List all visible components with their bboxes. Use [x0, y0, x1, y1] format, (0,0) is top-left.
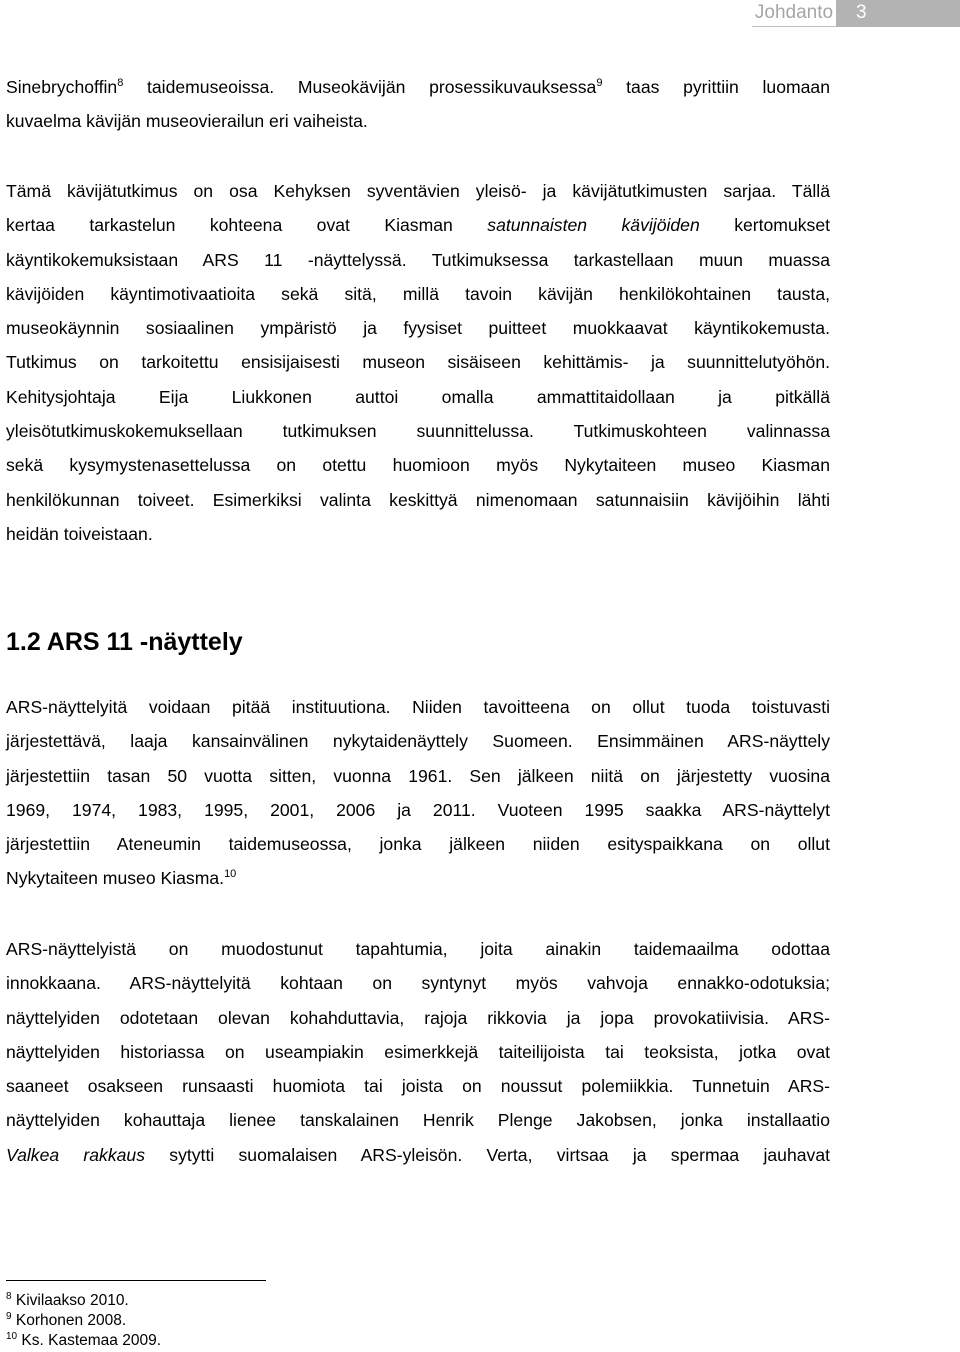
- text-line: saaneet osakseen runsaasti huomiota tai joista on noussut polemiikkia. Tunnetuin ARS-: [6, 1076, 830, 1097]
- paragraph-intro-end: [6, 70, 830, 139]
- text-line: järjestettävä, laaja kansainvälinen nykytaidenäyttely Suomeen. Ensimmäinen ARS-näyttely: [6, 731, 830, 752]
- text-line: 1969, 1974, 1983, 1995, 2001, 2006 ja 2011. Vuoteen 1995 saakka ARS-näyttelyt: [6, 799, 830, 820]
- text: kertaa tarkastelun kohteena ovat Kiasman: [6, 215, 488, 236]
- page-number: 3: [836, 0, 960, 27]
- text: taidemuseoissa. Museokävijän prosessikuvauksessa: [123, 77, 597, 97]
- emphasis: satunnaisten kävijöiden: [487, 215, 700, 236]
- paragraph-study-description: [6, 174, 830, 551]
- text-line: kävijöiden käyntimotivaatioita sekä sitä, millä tavoin kävijän henkilökohtainen tausta,: [6, 283, 830, 304]
- text-line: näyttelyiden kohauttaja lienee tanskalainen Henrik Plenge Jakobsen, jonka installaatio: [6, 1110, 830, 1131]
- page-header: [752, 0, 960, 28]
- footnote-ref: 10: [224, 868, 237, 881]
- text: Nykytaiteen museo Kiasma.: [6, 868, 225, 889]
- text-line: museokäynnin sosiaalinen ympäristö ja fyysiset puitteet muokkaavat käyntikokemusta.: [6, 318, 830, 339]
- text-line: innokkaana. ARS-näyttelyitä kohtaan on syntynyt myös vahvoja ennakko-odotuksia;: [6, 973, 830, 994]
- text-line: yleisötutkimuskokemuksellaan tutkimuksen suunnittelussa. Tutkimuskohteen valinnassa: [6, 421, 830, 442]
- footnote-number: 8: [6, 1291, 12, 1302]
- footnote-ref: 9: [596, 77, 603, 89]
- text-line: Kehitysjohtaja Eija Liukkonen auttoi omalla ammattitaidollaan ja pitkällä: [6, 386, 830, 407]
- text: taas pyrittiin luomaan: [602, 77, 831, 97]
- text: Sinebrychoffin: [6, 77, 118, 97]
- emphasis: Valkea rakkaus: [6, 1144, 146, 1165]
- footnote-number: 10: [6, 1331, 18, 1342]
- text-line: järjestettiin Ateneumin taidemuseossa, jonka jälkeen niiden esityspaikkana on ollut: [6, 834, 830, 855]
- text-line: käyntikokemuksistaan ARS 11 -näyttelyssä. Tutkimuksessa tarkastellaan muun muassa: [6, 249, 830, 270]
- text: kertomukset: [699, 215, 831, 236]
- footnote: [6, 1331, 161, 1351]
- footnote: [6, 1311, 126, 1331]
- text-line: [6, 208, 830, 242]
- footnote-text: Kivilaakso 2010.: [11, 1292, 129, 1309]
- footnote-number: 9: [6, 1311, 12, 1322]
- text-line: ARS-näyttelyitä voidaan pitää instituutiona. Niiden tavoitteena on ollut tuoda toistuvasti: [6, 697, 830, 717]
- text-line: kuvaelma kävijän museovierailun eri vaiheista.: [6, 111, 368, 132]
- text-line: järjestettiin tasan 50 vuotta sitten, vuonna 1961. Sen jälkeen niitä on järjestetty vuosina: [6, 765, 830, 786]
- text-line: Tutkimus on tarkoitettu ensisijaisesti museon sisäiseen kehittämis- ja suunnittelutyöhön.: [6, 352, 830, 373]
- footnote: [6, 1291, 129, 1311]
- footnote-separator: [6, 1280, 266, 1281]
- text-line: henkilökunnan toiveet. Esimerkiksi valinta keskittyä nimenomaan satunnaisiin kävijöihin lähti: [6, 489, 830, 510]
- footnote-ref: 8: [117, 77, 124, 89]
- footnote-text: Ks. Kastemaa 2009.: [17, 1332, 162, 1349]
- text-line: [6, 861, 830, 895]
- text: sytytti suomalaisen ARS-yleisön. Verta, virtsaa ja spermaa jauhavat: [145, 1144, 830, 1165]
- footnote-text: Korhonen 2008.: [11, 1312, 127, 1329]
- text-line: [6, 70, 830, 104]
- section-heading: 1.2 ARS 11 -näyttely: [6, 628, 243, 656]
- text-line: näyttelyiden historiassa on useampiakin esimerkkejä taiteilijoista tai teoksista, jotka ovat: [6, 1041, 830, 1062]
- text-line: heidän toiveistaan.: [6, 523, 153, 544]
- chapter-title: Johdanto: [752, 0, 836, 27]
- text-line: näyttelyiden odotetaan olevan kohahduttavia, rajoja rikkovia ja jopa provokatiivisia. ARS-: [6, 1007, 830, 1028]
- text-line: sekä kysymystenasettelussa on otettu huomioon myös Nykytaiteen museo Kiasman: [6, 455, 830, 476]
- text-line: Tämä kävijätutkimus on osa Kehyksen syventävien yleisö- ja kävijätutkimusten sarjaa. Tällä: [6, 181, 830, 201]
- text-line: [6, 1138, 830, 1172]
- paragraph-ars-events: [6, 932, 830, 1172]
- paragraph-ars-history: [6, 690, 830, 896]
- text-line: ARS-näyttelyistä on muodostunut tapahtumia, joita ainakin taidemaailma odottaa: [6, 939, 830, 959]
